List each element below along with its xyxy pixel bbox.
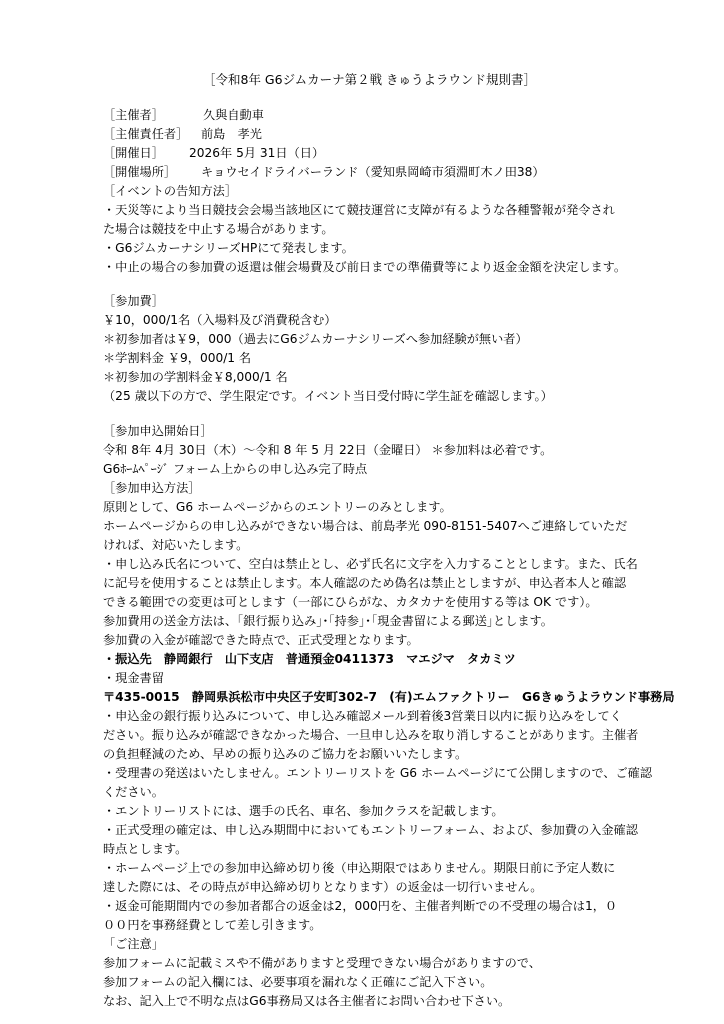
- entry-method-heading: ［参加申込方法］: [103, 481, 201, 495]
- rule-line: ・受理書の発送はいたしません。エントリーリストを G6 ホームページにて公開しますので、ご確認: [103, 766, 653, 780]
- notice-heading: ［イベントの告知方法］: [103, 184, 238, 198]
- rule-line: ・返金可能期間内での参加者都合の返金は2，000円を、主催者判断での不受理の場合は1，０: [103, 899, 618, 913]
- entry-method-line: ければ、対応いたします。: [103, 538, 249, 552]
- date-label: ［開催日］: [103, 146, 164, 160]
- caution-line: 参加フォームに記載ミスや不備がありますと受理できない場合がありますので、: [103, 956, 541, 970]
- caution-heading: 「ご注意」: [103, 937, 164, 951]
- rule-line: ００円を事務経費として差し引きます。: [103, 918, 322, 932]
- fee-heading: ［参加費］: [103, 294, 164, 308]
- director-label: ［主催責任者］: [103, 127, 189, 141]
- entry-period-heading: ［参加申込開始日］: [103, 424, 213, 438]
- venue-row: [103, 164, 545, 180]
- notice-line: ・中止の場合の参加費の返還は催会場費及び前日までの準備費等により返金金額を決定します。: [103, 260, 627, 274]
- rule-line: ください。: [103, 785, 164, 799]
- entry-period-line: G6ﾎｰﾑﾍﾟｰｼﾞ フォーム上からの申し込み完了時点: [103, 462, 368, 476]
- entry-period-line: 令和 8年 4月 30日（木）～令和 8 年 5 月 22日（金曜日） ＊参加料は必着です。: [103, 443, 553, 457]
- rule-line: の負担軽減のため、早めの振り込みのご協力をお願いいたします。: [103, 747, 468, 761]
- fee-line: ＊学割料金 ￥9，000/1 名: [103, 351, 252, 365]
- director-value: 前島 孝光: [201, 127, 262, 141]
- fee-line: ＊初参加の学割料金￥8,000/1 名: [103, 370, 288, 384]
- organizer-label: ［主催者］: [103, 108, 164, 122]
- rule-line: 時点とします。: [103, 842, 188, 856]
- rule-line: ださい。振り込みが確認できなかった場合、一旦申し込みを取り消しすることがあります。主催者: [103, 728, 639, 742]
- caution-line: 参加フォームの記入欄には、必要事項を漏れなく正確にご記入下さい。: [103, 975, 493, 989]
- notice-line: た場合は競技を中止する場合があります。: [103, 222, 334, 236]
- entry-method-line: 参加費の入金が確認できた時点で、正式受理となります。: [103, 633, 419, 647]
- entry-method-line: 参加費用の送金方法は、｢銀行振り込み｣･｢持参｣･｢現金書留による郵送｣とします。: [103, 614, 553, 628]
- rule-line: 達した際には、その時点が申込締め切りとなります）の返金は一切行いません。: [103, 880, 543, 894]
- rule-line: ・エントリーリストには、選手の氏名、車名、参加クラスを記載します。: [103, 804, 504, 818]
- fee-line: ￥10，000/1名（入場料及び消費税含む）: [103, 313, 337, 327]
- date-row: [103, 145, 324, 161]
- organizer-value: 久與自動車: [203, 108, 264, 122]
- cash-mail-label: ・現金書留: [103, 671, 164, 685]
- notice-line: ・G6ジムカーナシリーズHPにて発表します。: [103, 241, 354, 255]
- organizer-row: [103, 107, 264, 123]
- bank-account: ・振込先 静岡銀行 山下支店 普通預金0411373 マエジマ タカミツ: [103, 652, 516, 666]
- venue-label: ［開催場所］: [103, 165, 177, 179]
- entry-method-line: できる範囲での変更は可とします（一部にひらがな、カタカナを使用する等は OK です）。: [103, 595, 598, 609]
- director-row: [103, 126, 262, 142]
- document-title: ［令和8年 G6ジムカーナ第２戦 きゅうよラウンド規則書］: [203, 72, 537, 87]
- mail-address: 〒435-0015 静岡県浜松市中央区子安町302-7 (有)エムファクトリー G6きゅうよラウンド事務局: [103, 690, 675, 704]
- entry-method-line: 原則として、G6 ホームページからのエントリーのみとします。: [103, 500, 452, 514]
- date-value: 2026年 5月 31日（日）: [189, 146, 325, 160]
- entry-method-line: ホームページからの申し込みができない場合は、前島孝光 090-8151-5407へご連絡していただ: [103, 519, 628, 533]
- notice-line: ・天災等により当日競技会会場当該地区にて競技運営に支障が有るような各種警報が発令され: [103, 203, 615, 217]
- entry-method-line: ・申し込み氏名について、空白は禁止とし、必ず氏名に文字を入力することとします。また、氏名: [103, 557, 638, 571]
- rule-line: ・ホームページ上での参加申込締め切り後（申込期限ではありません。期限日前に予定人数に: [103, 861, 616, 875]
- caution-line: なお、記入上で不明な点はG6事務局又は各主催者にお問い合わせ下さい。: [103, 994, 511, 1008]
- fee-line: ＊初参加者は￥9，000（過去にG6ジムカーナシリーズへ参加経験が無い者）: [103, 332, 528, 346]
- rule-line: ・申込金の銀行振り込みについて、申し込み確認メール到着後3営業日以内に振り込みをしてく: [103, 709, 622, 723]
- fee-line: （25 歳以下の方で、学生限定です。イベント当日受付時に学生証を確認します。）: [103, 389, 553, 403]
- rule-line: ・正式受理の確定は、申し込み期間中においてもエントリーフォーム、および、参加費の入金確認: [103, 823, 638, 837]
- venue-value: キョウセイドライバーランド（愛知県岡崎市須淵町木ノ田38）: [201, 165, 545, 179]
- entry-method-line: に記号を使用することは禁止します。本人確認のため偽名は禁止としますが、申込者本人と確認: [103, 576, 627, 590]
